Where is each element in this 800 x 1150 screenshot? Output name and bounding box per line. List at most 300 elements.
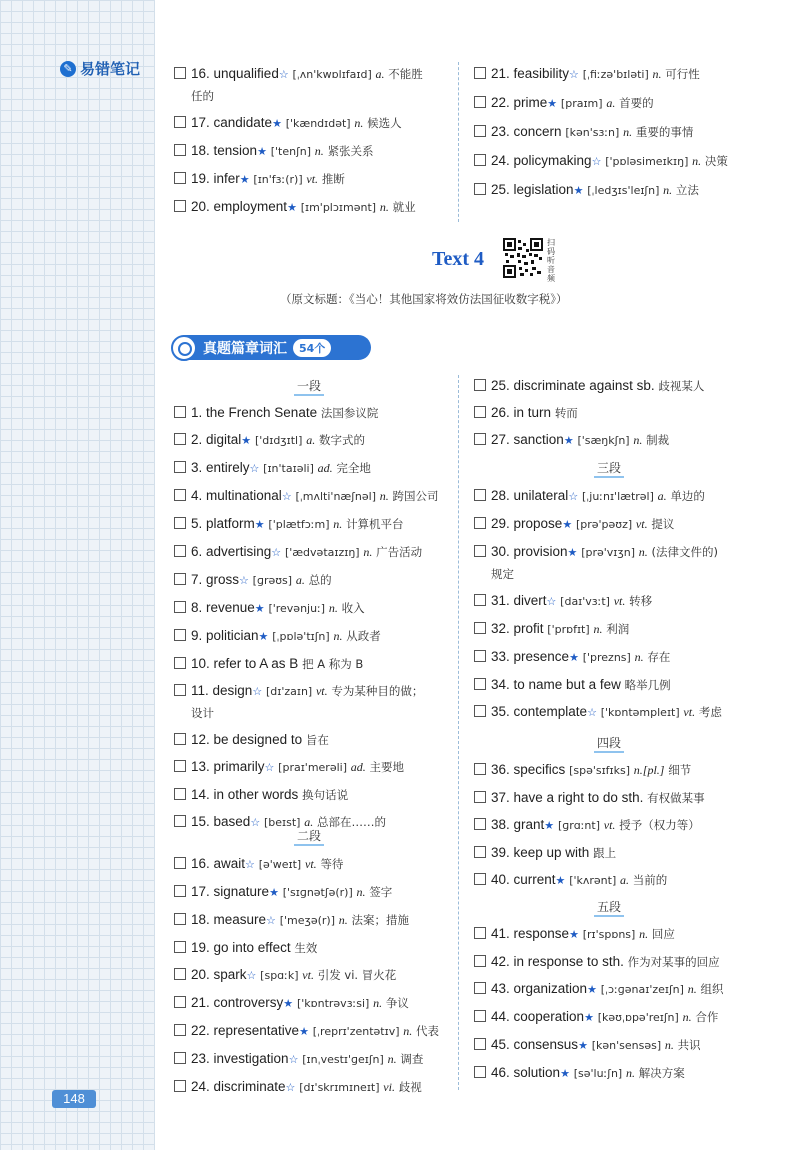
vocab-word: 2. digital (191, 432, 242, 447)
phonetic: ['kʌrənt] (569, 874, 617, 887)
part-of-speech: a. (606, 96, 616, 110)
part-of-speech: n. (328, 601, 338, 615)
vocab-word: 20. spark (191, 967, 247, 982)
part-of-speech: vt. (306, 172, 319, 186)
checkbox[interactable] (474, 96, 486, 108)
phonetic: ['kɒntrəvɜːsi] (296, 997, 370, 1010)
part-of-speech: n. (593, 622, 603, 636)
phonetic: ['pɒləsimeɪkɪŋ] (605, 155, 689, 168)
vocab-word: 36. specifics (491, 762, 566, 777)
phonetic: [ɪn'taɪəli] (263, 462, 314, 475)
star-icon: ☆ (252, 686, 263, 698)
checkbox[interactable] (174, 885, 186, 897)
brand-label: 易错笔记 (80, 60, 141, 78)
vocab-entry (174, 627, 454, 646)
meaning: 提议 (651, 517, 675, 531)
vocab-entry (474, 1008, 774, 1027)
checkbox[interactable] (174, 172, 186, 184)
meaning: 主要地 (369, 760, 405, 774)
checkbox[interactable] (174, 968, 186, 980)
vocab-entry (174, 682, 454, 722)
meaning-continued: 规定 (491, 567, 514, 581)
vocab-entry (174, 459, 454, 478)
star-icon: ★ (254, 519, 265, 531)
checkbox[interactable] (474, 489, 486, 501)
vocab-entry (474, 648, 774, 667)
part-of-speech: vt. (613, 594, 626, 608)
star-icon: ★ (573, 185, 584, 197)
meaning: 法国参议院 (320, 406, 379, 420)
meaning: 制裁 (646, 433, 670, 447)
star-icon: ★ (287, 202, 297, 214)
phonetic: [kəʊˌɒpə'reɪʃn] (597, 1011, 679, 1024)
vocab-word: 18. tension (191, 143, 258, 158)
brand-logo (60, 58, 140, 79)
part-of-speech: n. (633, 433, 643, 447)
phonetic: [ɪm'plɔɪmənt] (300, 201, 377, 214)
phonetic: ['kɒntəmpleɪt] (600, 706, 680, 719)
meaning: 候选人 (367, 116, 402, 130)
vocab-word: 25. discriminate against sb. (491, 378, 655, 393)
checkbox[interactable] (174, 433, 186, 445)
meaning: 完全地 (336, 461, 371, 475)
vocab-entry (174, 786, 454, 804)
vocab-word: 20. employment (191, 199, 288, 214)
checkbox[interactable] (174, 144, 186, 156)
vocab-word: 3. entirely (191, 460, 250, 475)
meaning: 首要的 (619, 96, 654, 110)
vocab-word: 34. to name but a few (491, 677, 621, 692)
vocab-entry (174, 515, 454, 534)
meaning: 引发 vi. 冒火花 (317, 968, 397, 982)
vocab-word: 12. be designed to (191, 732, 303, 747)
vocab-entry (474, 620, 774, 639)
phonetic: ['ædvətaɪzɪŋ] (284, 546, 360, 559)
part-of-speech: n. (625, 1066, 635, 1080)
checkbox[interactable] (474, 433, 486, 445)
checkbox[interactable] (474, 846, 486, 858)
vocab-entry (474, 543, 774, 583)
part-of-speech: a. (295, 573, 305, 587)
magnifier-icon (171, 335, 197, 361)
phonetic: [spɑːk] (260, 969, 299, 982)
part-of-speech: a. (304, 815, 314, 829)
star-icon: ★ (578, 1040, 588, 1052)
meaning: 总的 (308, 573, 332, 587)
top-divider (458, 62, 459, 222)
meaning: 考虑 (698, 705, 722, 719)
checkbox[interactable] (174, 941, 186, 953)
vocab-word: 35. contemplate (491, 704, 588, 719)
phonetic: [ˌʌn'kwɒlɪfaɪd] (292, 68, 372, 81)
meaning: 旨在 (305, 733, 329, 747)
meaning: 决策 (704, 154, 728, 168)
star-icon: ☆ (250, 817, 261, 829)
meaning: 作为对某事的回应 (627, 955, 720, 969)
star-icon: ★ (547, 98, 558, 110)
checkbox[interactable] (474, 818, 486, 830)
meaning: 签字 (369, 885, 393, 899)
phonetic: ['sɪɡnətʃə(r)] (282, 886, 353, 899)
star-icon: ★ (254, 603, 265, 615)
vocab-word: 16. await (191, 856, 246, 871)
checkbox[interactable] (474, 678, 486, 690)
part-of-speech: n. (634, 650, 644, 664)
vocab-word: 39. keep up with (491, 845, 590, 860)
section-label: 四段 (474, 734, 744, 753)
vocab-word: 19. infer (191, 171, 240, 186)
meaning: 代表 (416, 1024, 440, 1038)
vocab-entry (174, 487, 454, 506)
checkbox[interactable] (474, 763, 486, 775)
vocab-word: 42. in response to sth. (491, 954, 624, 969)
part-of-speech: n.[pl.] (633, 763, 665, 777)
meaning: 换句话说 (302, 788, 349, 802)
checkbox[interactable] (474, 1038, 486, 1050)
meaning: 广告活动 (376, 545, 423, 559)
checkbox[interactable] (174, 760, 186, 772)
page-number: 148 (52, 1090, 96, 1108)
meaning-continued: 设计 (191, 706, 214, 720)
part-of-speech: a. (620, 873, 630, 887)
checkbox[interactable] (174, 788, 186, 800)
vocab-entry (174, 404, 454, 422)
star-icon: ★ (555, 875, 566, 887)
meaning: 共识 (677, 1038, 701, 1052)
phonetic: [ɪnˌvestɪ'ɡeɪʃn] (302, 1053, 384, 1066)
left-list-b (174, 855, 454, 1097)
checkbox[interactable] (174, 517, 186, 529)
vocab-word: 45. consensus (491, 1037, 579, 1052)
checkbox[interactable] (474, 545, 486, 557)
part-of-speech: n. (379, 489, 389, 503)
checkbox[interactable] (474, 791, 486, 803)
vocab-entry (474, 703, 774, 722)
vocab-entry (474, 377, 774, 395)
meaning: 转而 (554, 406, 578, 420)
checkbox[interactable] (474, 622, 486, 634)
vocab-word: 9. politician (191, 628, 259, 643)
vocab-entry (174, 855, 454, 874)
vocab-word: 25. legislation (491, 182, 574, 197)
star-icon: ☆ (587, 707, 597, 719)
part-of-speech: n. (356, 885, 366, 899)
phonetic: [kən'sɜːn] (565, 126, 620, 139)
phonetic: [sə'luːʃn] (573, 1067, 623, 1080)
star-icon: ★ (283, 998, 294, 1010)
meaning: 解决方案 (638, 1066, 685, 1080)
part-of-speech: a. (375, 67, 385, 81)
checkbox[interactable] (174, 1052, 186, 1064)
meaning: 等待 (320, 857, 344, 871)
star-icon: ☆ (288, 1054, 299, 1066)
phonetic: ['prezns] (582, 651, 631, 664)
star-icon: ★ (258, 631, 269, 643)
checkbox[interactable] (174, 629, 186, 641)
meaning: 存在 (647, 650, 671, 664)
vocab-entry (174, 883, 454, 902)
checkbox[interactable] (174, 1080, 186, 1092)
vocab-word: 28. unilateral (491, 488, 569, 503)
text-subtitle: （原文标题：《当心！其他国家将效仿法国征收数字税》） (280, 292, 568, 306)
part-of-speech: ad. (317, 461, 333, 475)
vocab-word: 24. discriminate (191, 1079, 286, 1094)
part-of-speech: ad. (350, 760, 366, 774)
star-icon: ★ (569, 929, 579, 941)
part-of-speech: n. (333, 517, 343, 531)
checkbox[interactable] (174, 857, 186, 869)
vocab-word: 43. organization (491, 981, 588, 996)
checkbox[interactable] (474, 873, 486, 885)
checkbox[interactable] (474, 125, 486, 137)
checkbox[interactable] (174, 545, 186, 557)
checkbox[interactable] (174, 406, 186, 418)
star-icon: ★ (562, 519, 573, 531)
star-icon: ☆ (568, 491, 579, 503)
phonetic: ['prɒfɪt] (547, 623, 590, 636)
vocab-entry (474, 65, 774, 84)
phonetic: [ˌjuːnɪ'lætrəl] (581, 490, 654, 503)
checkbox[interactable] (474, 406, 486, 418)
vocab-entry (174, 758, 454, 777)
vocab-word: 30. provision (491, 544, 568, 559)
right-list-a (474, 377, 774, 450)
vocab-word: 24. policymaking (491, 153, 592, 168)
star-icon: ☆ (246, 970, 257, 982)
vocab-entry (474, 761, 774, 780)
meaning: 可行性 (665, 67, 700, 81)
part-of-speech: vt. (302, 968, 314, 982)
part-of-speech: vt. (635, 517, 648, 531)
star-icon: ★ (241, 435, 252, 447)
part-of-speech: n. (638, 545, 648, 559)
phonetic: [ə'weɪt] (258, 858, 302, 871)
checkbox[interactable] (474, 1010, 486, 1022)
star-icon: ★ (269, 887, 279, 899)
meaning: 就业 (392, 200, 416, 214)
phonetic: [dɪ'zaɪn] (265, 685, 313, 698)
part-of-speech: n. (652, 67, 662, 81)
vocab-entry (174, 911, 454, 930)
section-label: 一段 (174, 377, 444, 396)
meaning: 歧视某人 (658, 379, 705, 393)
star-icon: ☆ (266, 915, 276, 927)
vocab-entry (474, 871, 774, 890)
vocab-word: 26. in turn (491, 405, 552, 420)
vocab-entry (474, 789, 774, 807)
meaning-continued: 任的 (191, 89, 214, 103)
meaning: 重要的事情 (635, 125, 694, 139)
phonetic: [ˌpɒlə'tɪʃn] (272, 630, 330, 643)
vocab-entry (474, 515, 774, 534)
meaning: 推断 (321, 172, 345, 186)
checkbox[interactable] (174, 461, 186, 473)
vocab-word: 38. grant (491, 817, 545, 832)
star-icon: ☆ (281, 491, 292, 503)
checkbox[interactable] (174, 684, 186, 696)
vocab-word: 5. platform (191, 516, 255, 531)
part-of-speech: n. (687, 982, 697, 996)
checkbox[interactable] (474, 67, 486, 79)
star-icon: ★ (239, 174, 250, 186)
part-of-speech: n. (664, 1038, 674, 1052)
checkbox[interactable] (474, 594, 486, 606)
star-icon: ☆ (546, 596, 557, 608)
checkbox[interactable] (174, 489, 186, 501)
star-icon: ★ (257, 146, 267, 158)
checkbox[interactable] (474, 982, 486, 994)
left-list-a (174, 404, 454, 832)
vocab-entry (474, 844, 774, 862)
meaning: 争议 (385, 996, 409, 1010)
vocab-entry (174, 599, 454, 618)
vocab-word: 31. divert (491, 593, 547, 608)
meaning: 组织 (700, 982, 724, 996)
vocab-entry (174, 543, 454, 562)
part-of-speech: n. (373, 996, 383, 1010)
main-divider (458, 375, 459, 1090)
vocab-entry (474, 1064, 774, 1083)
star-icon: ★ (587, 984, 597, 996)
phonetic: [ˌreprɪ'zentətɪv] (312, 1025, 400, 1038)
meaning: 单边的 (670, 489, 705, 503)
checkbox[interactable] (174, 733, 186, 745)
meaning: 歧视 (398, 1080, 422, 1094)
meaning: 计算机平台 (346, 517, 404, 531)
star-icon: ☆ (264, 762, 275, 774)
vocab-word: 22. prime (491, 95, 548, 110)
phonetic: [ˌfiːzə'bɪləti] (582, 68, 649, 81)
checkbox[interactable] (474, 705, 486, 717)
banner-text: 真题篇章词汇 (203, 340, 287, 357)
star-icon: ★ (544, 820, 555, 832)
part-of-speech: vt. (683, 705, 696, 719)
checkbox[interactable] (474, 650, 486, 662)
vocab-word: 22. representative (191, 1023, 300, 1038)
checkbox[interactable] (174, 601, 186, 613)
star-icon: ☆ (278, 69, 289, 81)
part-of-speech: n. (692, 154, 702, 168)
meaning: 收入 (341, 601, 365, 615)
pen-icon: ✎ (60, 61, 76, 77)
meaning: 跟上 (593, 846, 617, 860)
checkbox[interactable] (174, 913, 186, 925)
top-right-list (474, 65, 774, 200)
checkbox[interactable] (474, 183, 486, 195)
vocab-entry (474, 123, 774, 142)
star-icon: ★ (563, 435, 574, 447)
phonetic: [daɪ'vɜːt] (560, 595, 610, 608)
checkbox[interactable] (174, 815, 186, 827)
checkbox[interactable] (174, 657, 186, 669)
vocab-entry (474, 181, 774, 200)
part-of-speech: n. (387, 1052, 397, 1066)
phonetic: [kən'sensəs] (591, 1039, 662, 1052)
part-of-speech: vi. (383, 1080, 395, 1094)
vocab-entry (174, 994, 454, 1013)
vocab-word: 1. the French Senate (191, 405, 318, 420)
star-icon: ★ (569, 652, 579, 664)
phonetic: ['kændɪdət] (285, 117, 351, 130)
checkbox[interactable] (474, 517, 486, 529)
vocab-word: 17. candidate (191, 115, 273, 130)
vocab-entry (474, 676, 774, 694)
checkbox[interactable] (174, 996, 186, 1008)
grid-margin (0, 0, 155, 1150)
checkbox[interactable] (474, 1066, 486, 1078)
meaning: 紧张关系 (327, 144, 374, 158)
vocab-entry (474, 152, 774, 171)
vocab-word: 33. presence (491, 649, 570, 664)
vocab-entry (474, 94, 774, 113)
section-label: 二段 (174, 827, 444, 846)
vocab-banner (173, 335, 371, 360)
section-label: 五段 (474, 898, 744, 917)
qr-code[interactable] (503, 238, 543, 278)
vocab-word: 8. revenue (191, 600, 255, 615)
checkbox[interactable] (474, 154, 486, 166)
vocab-entry (174, 198, 444, 217)
vocab-word: 29. propose (491, 516, 563, 531)
meaning: 不能胜 (388, 67, 423, 81)
banner-count: 54个 (293, 339, 331, 357)
vocab-entry (174, 655, 454, 673)
phonetic: ['tenʃn] (270, 145, 312, 158)
meaning: 利润 (606, 622, 630, 636)
checkbox[interactable] (174, 573, 186, 585)
phonetic: [spə'sɪfɪks] (569, 764, 631, 777)
phonetic: [praɪm] (560, 97, 603, 110)
part-of-speech: n. (682, 1010, 692, 1024)
vocab-word: 7. gross (191, 572, 240, 587)
vocab-word: 11. design (191, 683, 253, 698)
meaning: 法案；措施 (351, 913, 410, 927)
vocab-word: 6. advertising (191, 544, 272, 559)
meaning: 总部在……的 (316, 815, 386, 829)
meaning: 生效 (294, 941, 318, 955)
vocab-entry (174, 431, 454, 450)
meaning: 数字式的 (318, 433, 365, 447)
meaning: 跨国公司 (392, 489, 439, 503)
vocab-word: 23. concern (491, 124, 562, 139)
vocab-entry (174, 170, 444, 189)
checkbox[interactable] (474, 379, 486, 391)
vocab-word: 32. profit (491, 621, 544, 636)
checkbox[interactable] (174, 116, 186, 128)
checkbox[interactable] (474, 955, 486, 967)
part-of-speech: a. (306, 433, 316, 447)
vocab-entry (174, 1050, 454, 1069)
part-of-speech: n. (663, 183, 673, 197)
text-title: Text 4 (432, 248, 485, 270)
checkbox[interactable] (174, 1024, 186, 1036)
right-list-b (474, 487, 774, 722)
checkbox[interactable] (474, 927, 486, 939)
vocab-entry (174, 1078, 454, 1097)
qr-label: 扫码听音频 (547, 238, 555, 283)
meaning: 有权做某事 (647, 791, 705, 805)
vocab-word: 10. refer to A as B (191, 656, 299, 671)
part-of-speech: n. (363, 545, 373, 559)
phonetic: ['revənjuː] (268, 602, 326, 615)
vocab-entry (474, 1036, 774, 1055)
checkbox[interactable] (174, 200, 186, 212)
checkbox[interactable] (174, 67, 186, 79)
vocab-word: 17. signature (191, 884, 270, 899)
vocab-word: 14. in other words (191, 787, 299, 802)
vocab-entry (174, 939, 454, 957)
top-left-list (174, 65, 444, 217)
